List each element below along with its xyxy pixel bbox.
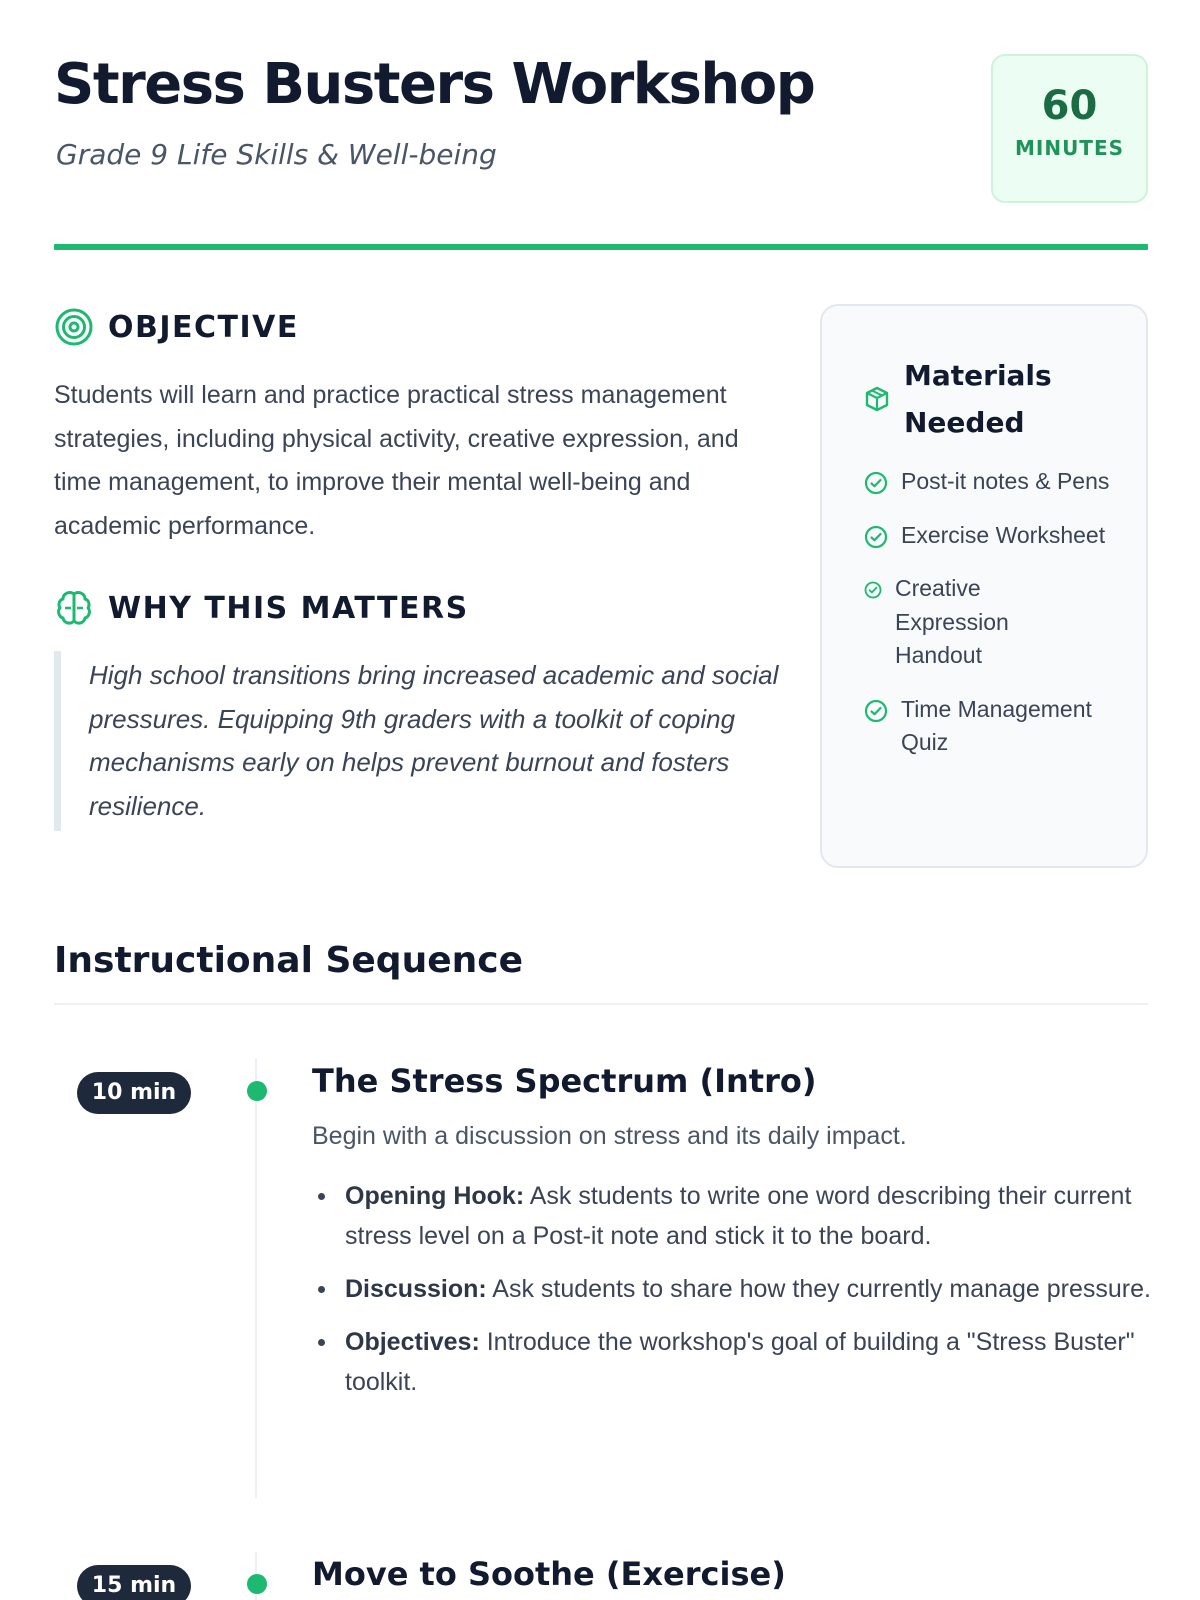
duration-unit: MINUTES <box>1014 136 1125 160</box>
material-label: Post-it notes & Pens <box>901 468 1110 494</box>
timeline-line <box>255 1058 257 1498</box>
header-divider <box>54 244 1148 250</box>
point-text: Introduce the workshop's goal of building a "Stress Buster" toolkit. <box>345 1328 1135 1396</box>
list-item <box>864 693 1124 760</box>
point-label: Discussion: <box>345 1275 487 1303</box>
check-circle-icon <box>864 699 888 723</box>
step-title: The Stress Spectrum (Intro) <box>312 1062 817 1100</box>
list-item <box>864 572 1124 673</box>
step-description: Begin with a discussion on stress and its daily impact. <box>312 1122 907 1150</box>
duration-badge <box>991 54 1148 203</box>
sequence-divider <box>54 1003 1148 1005</box>
timeline-dot <box>247 1081 267 1101</box>
list-item <box>312 1322 1152 1402</box>
objective-heading-label: OBJECTIVE <box>108 309 299 345</box>
objective-heading <box>54 307 299 347</box>
materials-heading <box>864 352 1074 446</box>
box-icon <box>864 386 890 412</box>
material-label: Exercise Worksheet <box>901 521 1106 548</box>
step-points <box>312 1176 1152 1415</box>
why-heading <box>54 588 469 628</box>
point-label: Objectives: <box>345 1328 480 1356</box>
materials-list <box>864 465 1124 780</box>
list-item <box>312 1176 1152 1256</box>
duration-value: 60 <box>1041 83 1098 129</box>
list-item <box>864 465 1124 499</box>
point-text: Ask students to share how they currently manage pressure. <box>486 1275 1151 1303</box>
timeline-dot <box>247 1574 267 1594</box>
materials-title: Materials Needed <box>904 359 1052 439</box>
list-item <box>864 519 1124 553</box>
objective-text: Students will learn and practice practical stress management strategies, including physical activity, creative expression, and time management, to improve their mental well-being and academic performance. <box>54 381 739 540</box>
point-label: Opening Hook: <box>345 1182 525 1210</box>
check-circle-icon <box>864 525 888 549</box>
sequence-title: Instructional Sequence <box>54 940 524 981</box>
step-time-badge: 10 min <box>77 1072 191 1114</box>
why-heading-label: WHY THIS MATTERS <box>108 590 469 626</box>
why-quote-text: High school transitions bring increased academic and social pressures. Equipping 9th graders with a toolkit of coping mechanisms early on helps prevent burnout and fosters resilience. <box>89 660 779 821</box>
target-icon <box>54 307 94 347</box>
material-label: Time Management Quiz <box>901 695 1092 755</box>
materials-card <box>820 304 1148 868</box>
check-circle-icon <box>864 471 888 495</box>
why-quote <box>54 651 784 831</box>
brain-icon <box>54 588 94 628</box>
point-text: Ask students to write one word describing their current stress level on a Post-it note and stick it to the board. <box>345 1182 1132 1250</box>
step-time-badge: 15 min <box>77 1565 191 1600</box>
check-circle-icon <box>864 581 882 599</box>
list-item <box>312 1269 1152 1309</box>
step-title: Move to Soothe (Exercise) <box>312 1555 786 1593</box>
page-title: Stress Busters Workshop <box>54 52 815 117</box>
material-label: Creative Expression Handout <box>895 575 1009 668</box>
page-subtitle: Grade 9 Life Skills & Well-being <box>56 138 497 171</box>
